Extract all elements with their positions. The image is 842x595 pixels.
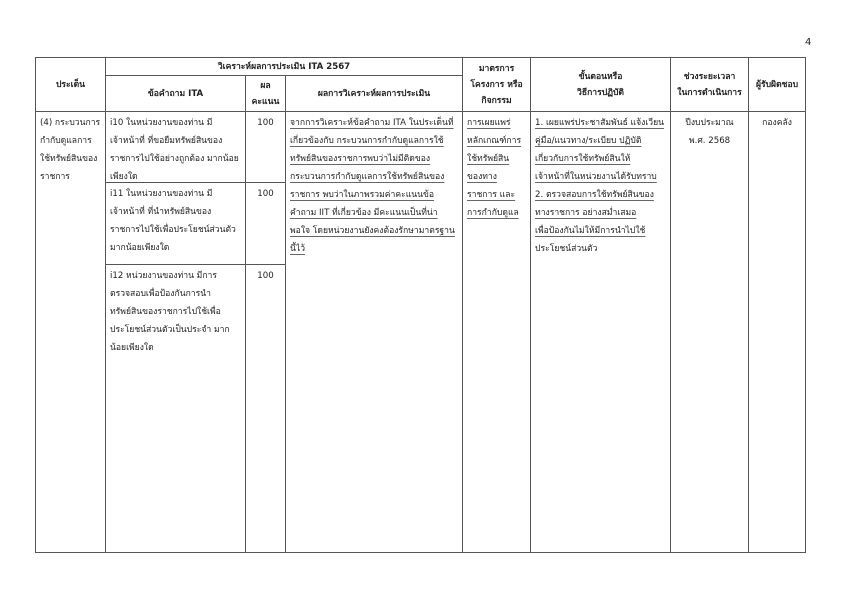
header-steps (531, 58, 671, 112)
score-i11: 100 (246, 183, 285, 265)
measure-cell (463, 112, 531, 553)
issue-line: (4) กระบวนการ (40, 118, 101, 128)
period-line: ปีงบประมาณ (685, 118, 734, 128)
question-i12 (106, 265, 245, 359)
header-steps-line2: วิธีการปฏิบัติ (577, 87, 625, 98)
question-line: ราชการไปใช้เพื่อประโยชน์ส่วนตัว (110, 225, 236, 235)
responsible-cell: กองคลัง (749, 112, 806, 553)
header-score-line2: คะแนน (251, 96, 280, 107)
header-analysis-group: วิเคราะห์ผลการประเมิน ITA 2567 (106, 58, 463, 76)
steps-line: เพื่อป้องกันไม่ให้มีการนำไปใช้ (535, 226, 646, 236)
steps-line: คู่มือ/แนวทาง/ระเบียบ ปฏิบัติ (535, 136, 642, 146)
question-i11 (106, 183, 245, 265)
steps-line: 1. เผยแพร่ประชาสัมพันธ์ แจ้งเวียน (535, 118, 665, 128)
header-score-line1: ผล (260, 80, 271, 91)
header-score (246, 76, 286, 112)
analysis-line: คำถาม IIT ที่เกี่ยวข้อง มีคะแนนเป็นที่น่า (290, 208, 438, 218)
steps-line: ประโยชน์ส่วนตัว (535, 244, 598, 254)
question-line: ประโยชน์ส่วนตัวเป็นประจำ มาก (110, 325, 230, 335)
header-analysis: ผลการวิเคราะห์ผลการประเมิน (286, 76, 463, 112)
question-line: มากน้อยเพียงใด (110, 243, 170, 253)
measure-line: หลักเกณฑ์การ (467, 136, 522, 146)
steps-cell (531, 112, 671, 553)
header-responsible: ผู้รับผิดชอบ (749, 58, 806, 112)
question-line: เจ้าหน้าที่ ที่นำทรัพย์สินของ (110, 207, 212, 217)
question-line: ตรวจสอบเพื่อป้องกันการนำ (110, 289, 211, 299)
analysis-line: จากการวิเคราะห์ข้อคำถาม ITA ในประเด็นที่ (290, 118, 454, 128)
questions-cell (106, 112, 246, 553)
question-line: เจ้าหน้าที่ ที่ขอยืมทรัพย์สินของ (110, 136, 223, 146)
header-period-line1: ช่วงระยะเวลา (683, 71, 736, 82)
header-measure-line3: กิจกรรม (481, 95, 512, 106)
question-line: i12 หน่วยงานของท่าน มีการ (110, 271, 217, 281)
analysis-line: นี้ไว้ (290, 244, 306, 254)
issue-cell (36, 112, 106, 553)
issue-line: กำกับดูแลการ (40, 136, 92, 146)
steps-line: เกี่ยวกับการใช้ทรัพย์สินให้ (535, 154, 631, 164)
analysis-line: ราชการ พบว่าในภาพรวมค่าคะแนนข้อ (290, 190, 435, 200)
steps-line: ทางราชการ อย่างสม่ำเสมอ (535, 208, 637, 218)
score-i12: 100 (257, 271, 274, 281)
question-line: น้อยเพียงใด (110, 343, 154, 353)
header-issue: ประเด็น (36, 58, 106, 112)
header-measure-line2: โครงการ หรือ (470, 79, 523, 90)
measure-line: การกำกับดูแล (467, 208, 519, 218)
question-line: เพียงใด (110, 172, 138, 182)
measure-line: การเผยแพร่ (467, 118, 511, 128)
question-i10 (106, 112, 245, 183)
measure-line: ราชการ และ (467, 190, 516, 200)
analysis-cell (286, 112, 463, 553)
issue-line: ใช้ทรัพย์สินของ (40, 154, 98, 164)
analysis-line: พอใจ โดยหน่วยงานยังคงต้องรักษามาตรฐาน (290, 226, 455, 236)
analysis-table (35, 57, 806, 553)
question-line: i10 ในหน่วยงานของท่าน มี (110, 118, 213, 128)
period-line: พ.ศ. 2568 (688, 136, 731, 146)
page-number: 4 (805, 37, 812, 48)
header-measure-line1: มาตรการ (478, 63, 515, 74)
header-period-line2: ในการดำเนินการ (677, 87, 742, 98)
measure-line: ใช้ทรัพย์สิน (467, 154, 510, 164)
header-steps-line1: ขั้นตอนหรือ (578, 71, 623, 82)
period-cell (671, 112, 749, 553)
question-line: i11 ในหน่วยงานของท่าน มี (110, 189, 213, 199)
scores-cell (246, 112, 286, 553)
analysis-line: เกี่ยวข้องกับ กระบวนการกำกับดูแลการใช้ (290, 136, 444, 146)
header-measure (463, 58, 531, 112)
score-i10: 100 (246, 112, 285, 183)
issue-line: ราชการ (40, 172, 70, 182)
question-line: ราชการไปใช้อย่างถูกต้อง มากน้อย (110, 154, 239, 164)
header-question: ข้อคำถาม ITA (106, 76, 246, 112)
header-period (671, 58, 749, 112)
steps-line: เจ้าหน้าที่ในหน่วยงานได้รับทราบ (535, 172, 657, 182)
measure-line: ของทาง (467, 172, 497, 182)
analysis-line: ทรัพย์สินของราชการพบว่าไม่มีติดของ (290, 154, 431, 164)
analysis-line: กระบวนการกำกับดูแลการใช้ทรัพย์สินของ (290, 172, 445, 182)
question-line: ทรัพย์สินของราชการไปใช้เพื่อ (110, 307, 221, 317)
steps-line: 2. ตรวจสอบการใช้ทรัพย์สินของ (535, 190, 654, 200)
